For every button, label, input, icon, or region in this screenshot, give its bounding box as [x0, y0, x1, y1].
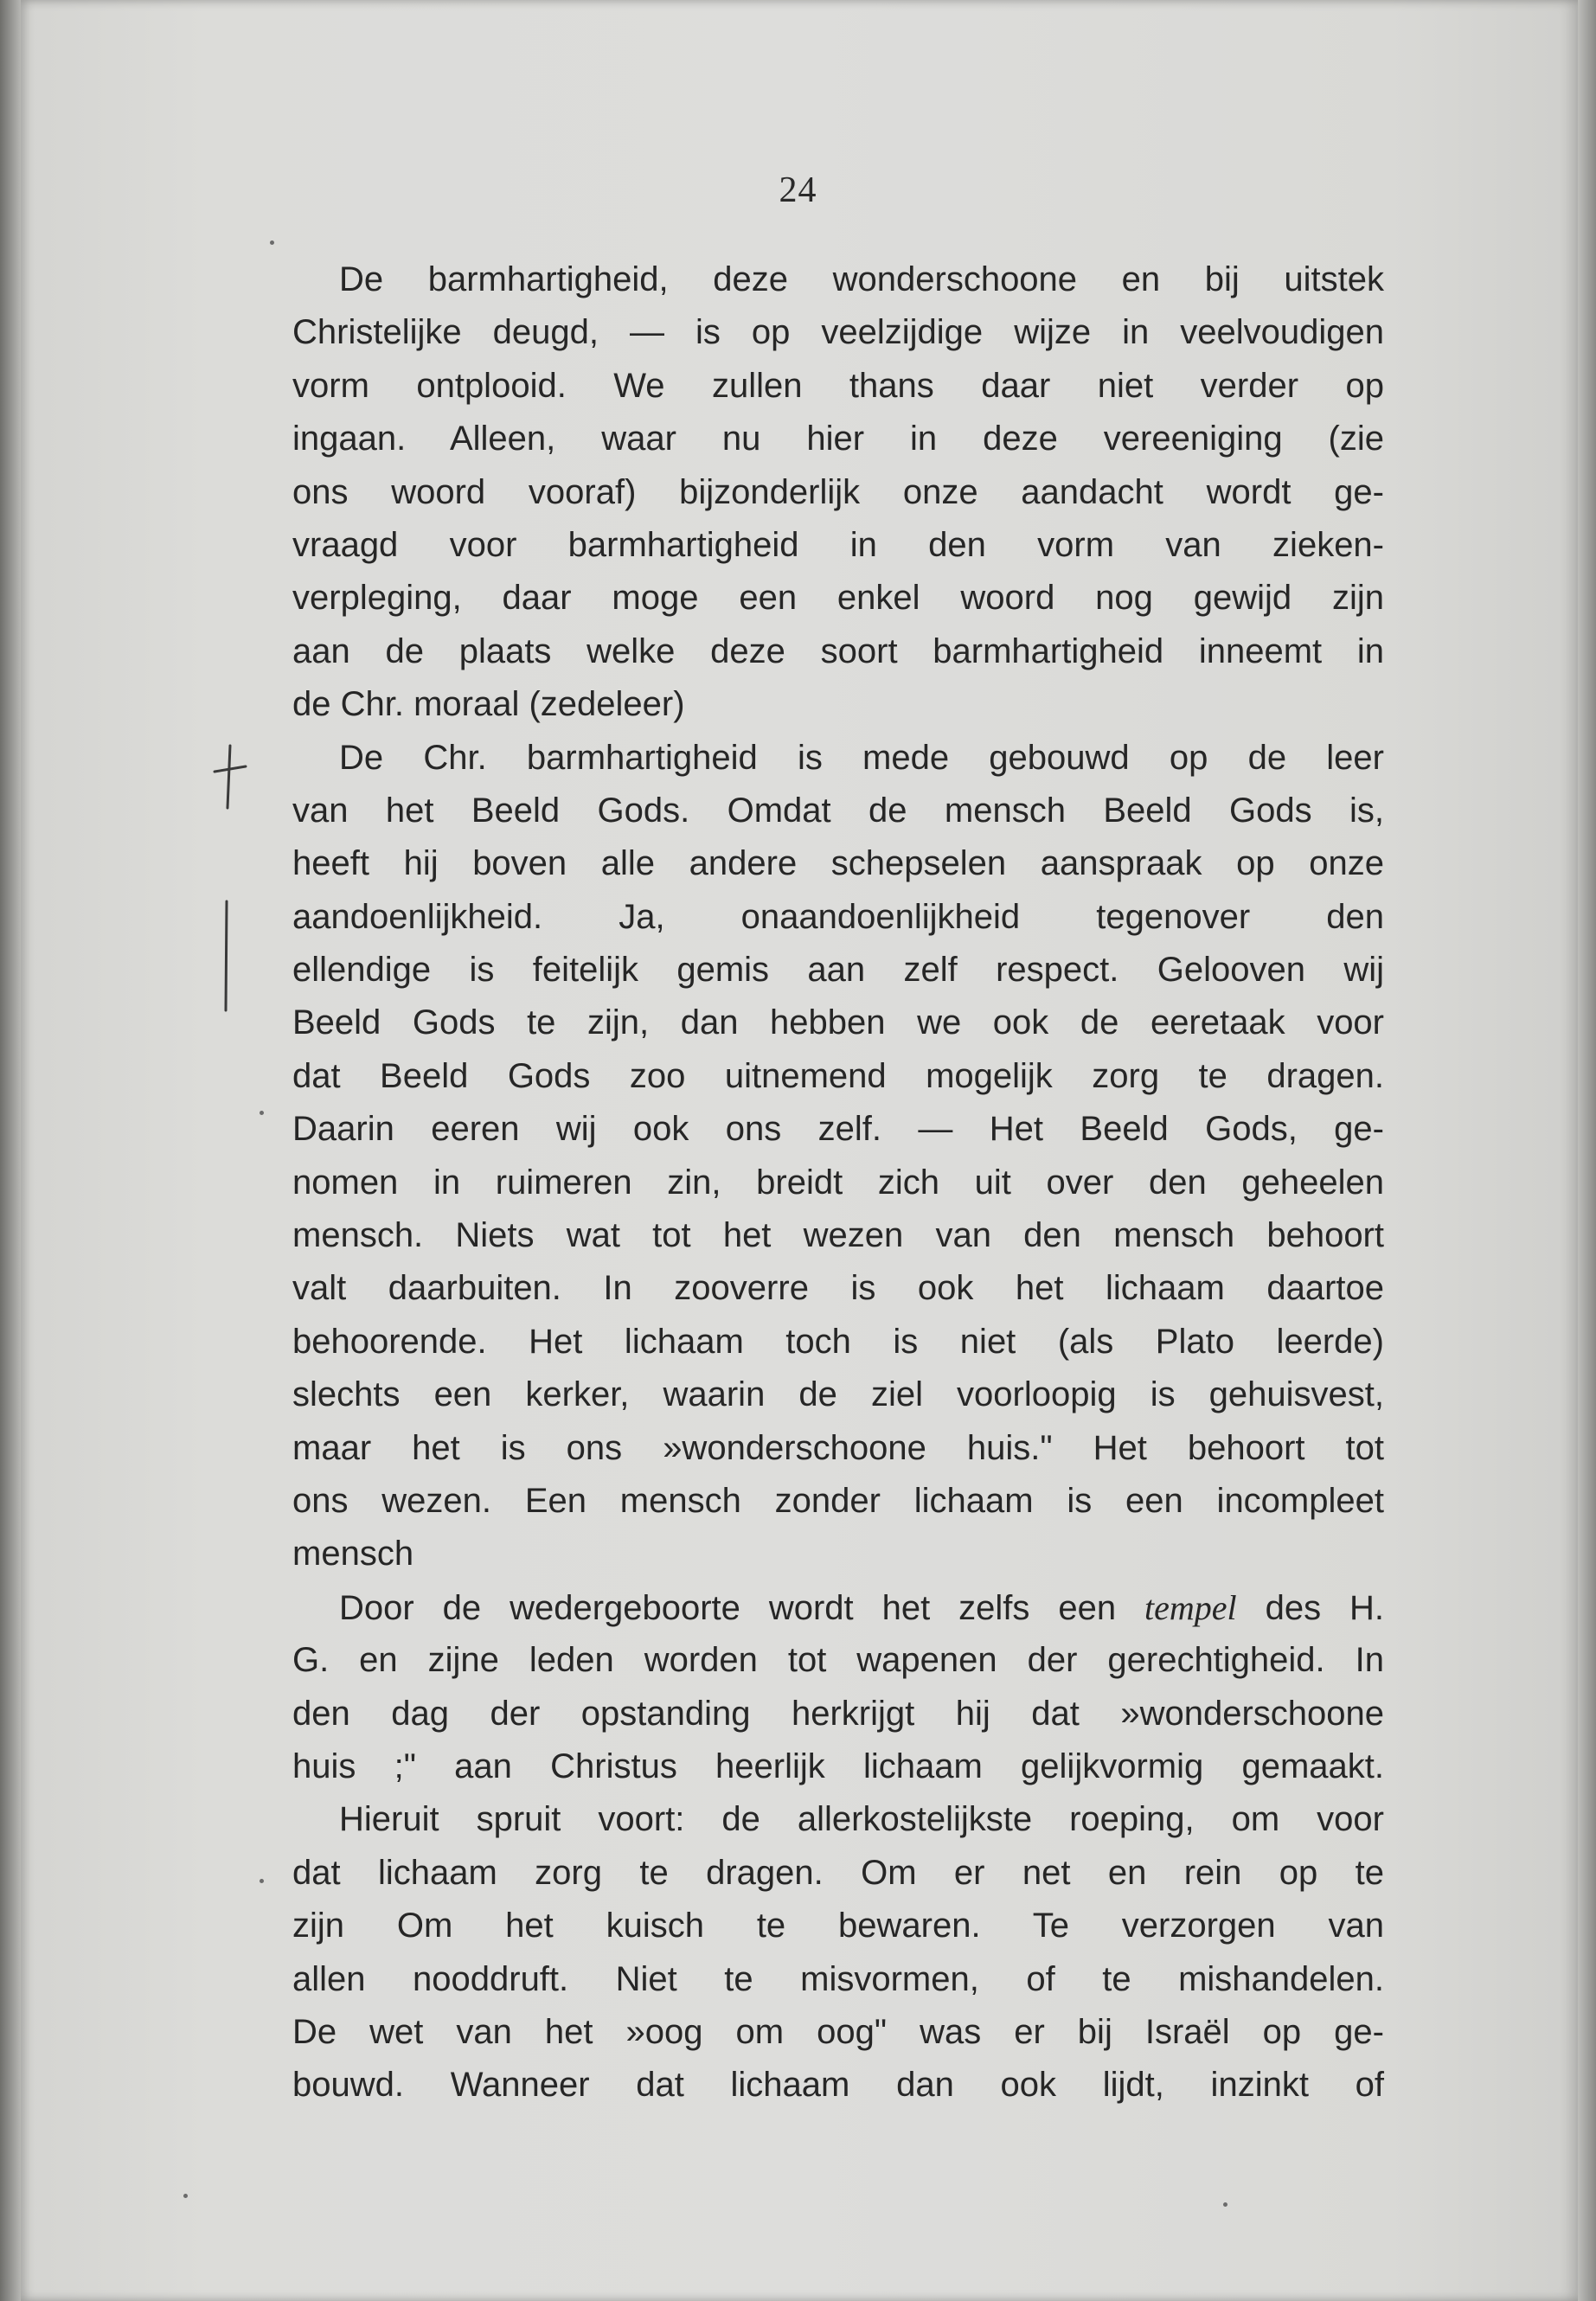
text-line: verpleging, daar moge een enkel woord nog gewijd zijn [292, 579, 1384, 618]
emphasis-tempel: tempel [1144, 1587, 1237, 1627]
text-line: G. en zijne leden worden tot wapenen der gerechtigheid. In [292, 1641, 1384, 1680]
text-line: vraagd voor barmhartigheid in den vorm van zieken- [292, 525, 1384, 564]
text-line: bouwd. Wanneer dat lichaam dan ook lijdt, inzinkt of [292, 2066, 1384, 2105]
text-line: vorm ontplooid. We zullen thans daar niet verder op [292, 366, 1384, 405]
text-line: heeft hij boven alle andere schepselen aanspraak op onze [292, 844, 1384, 883]
text-line: zijn Om het kuisch te bewaren. Te verzorgen van [292, 1907, 1384, 1945]
text-line: aan de plaats welke deze soort barmhartigheid inneemt in [292, 631, 1384, 670]
text-line: valt daarbuiten. In zooverre is ook het lichaam daartoe [292, 1269, 1384, 1308]
page-left-edge [0, 0, 21, 2301]
text-line: ons wezen. Een mensch zonder lichaam is een incompleet [292, 1481, 1384, 1520]
text-line: Christelijke deugd, — is op veelzijdige wijze in veelvoudigen [292, 313, 1384, 352]
body-text [292, 253, 1384, 2112]
text-line: behoorende. Het lichaam toch is niet (als Plato leerde) [292, 1322, 1384, 1361]
text-line: aandoenlijkheid. Ja, onaandoenlijkheid tegenover den [292, 897, 1384, 936]
text-line: Daarin eeren wij ook ons zelf. — Het Beeld Gods, ge- [292, 1110, 1384, 1149]
text-line: Beeld Gods te zijn, dan hebben we ook de eeretaak voor [292, 1003, 1384, 1042]
text-line: de Chr. moraal (zedeleer) [292, 685, 685, 724]
handwritten-cross-mark [208, 742, 251, 811]
text-line: maar het is ons »wonderschoone huis." Het behoort tot [292, 1428, 1384, 1467]
paper-speck [183, 2194, 188, 2198]
text-line: ons woord vooraf) bijzonderlijk onze aandacht wordt ge- [292, 472, 1384, 511]
text-line: mensch [292, 1535, 414, 1574]
text-line: allen nooddruft. Niet te misvormen, of te mishandelen. [292, 1959, 1384, 1998]
page-right-edge [1578, 0, 1596, 2301]
text-line: Hieruit spruit voort: de allerkostelijkste roeping, om voor [339, 1800, 1384, 1839]
text-line: De barmhartigheid, deze wonderschoone en bij uitstek [339, 260, 1384, 298]
text-line: De Chr. barmhartigheid is mede gebouwd op de leer [339, 738, 1384, 777]
page-number: 24 [779, 170, 817, 210]
text-line: ingaan. Alleen, waar nu hier in deze vereeniging (zie [292, 420, 1384, 458]
text-line: mensch. Niets wat tot het wezen van den mensch behoort [292, 1216, 1384, 1255]
text-line: dat Beeld Gods zoo uitnemend mogelijk zorg te dragen. [292, 1056, 1384, 1095]
handwritten-margin-bar [223, 900, 230, 1012]
text-line: slechts een kerker, waarin de ziel voorloopig is gehuisvest, [292, 1375, 1384, 1414]
text-line: huis ;" aan Christus heerlijk lichaam gelijkvormig gemaakt. [292, 1747, 1384, 1785]
paper-speck [270, 240, 274, 245]
paper-speck [1223, 2202, 1227, 2207]
paper-speck [260, 1111, 264, 1115]
text-line: dat lichaam zorg te dragen. Om er net en rein op te [292, 1853, 1384, 1892]
paper-speck [260, 1879, 264, 1883]
text-line: Door de wedergeboorte wordt het zelfs een tempel des H. [339, 1587, 1385, 1627]
text-line: nomen in ruimeren zin, breidt zich uit over den geheelen [292, 1163, 1384, 1202]
text-line: ellendige is feitelijk gemis aan zelf respect. Gelooven wij [292, 951, 1384, 990]
text-line: van het Beeld Gods. Omdat de mensch Beeld Gods is, [292, 791, 1384, 830]
text-line: De wet van het »oog om oog" was er bij Israël op ge- [292, 2012, 1384, 2051]
text-line: den dag der opstanding herkrijgt hij dat »wonderschoone [292, 1694, 1384, 1733]
